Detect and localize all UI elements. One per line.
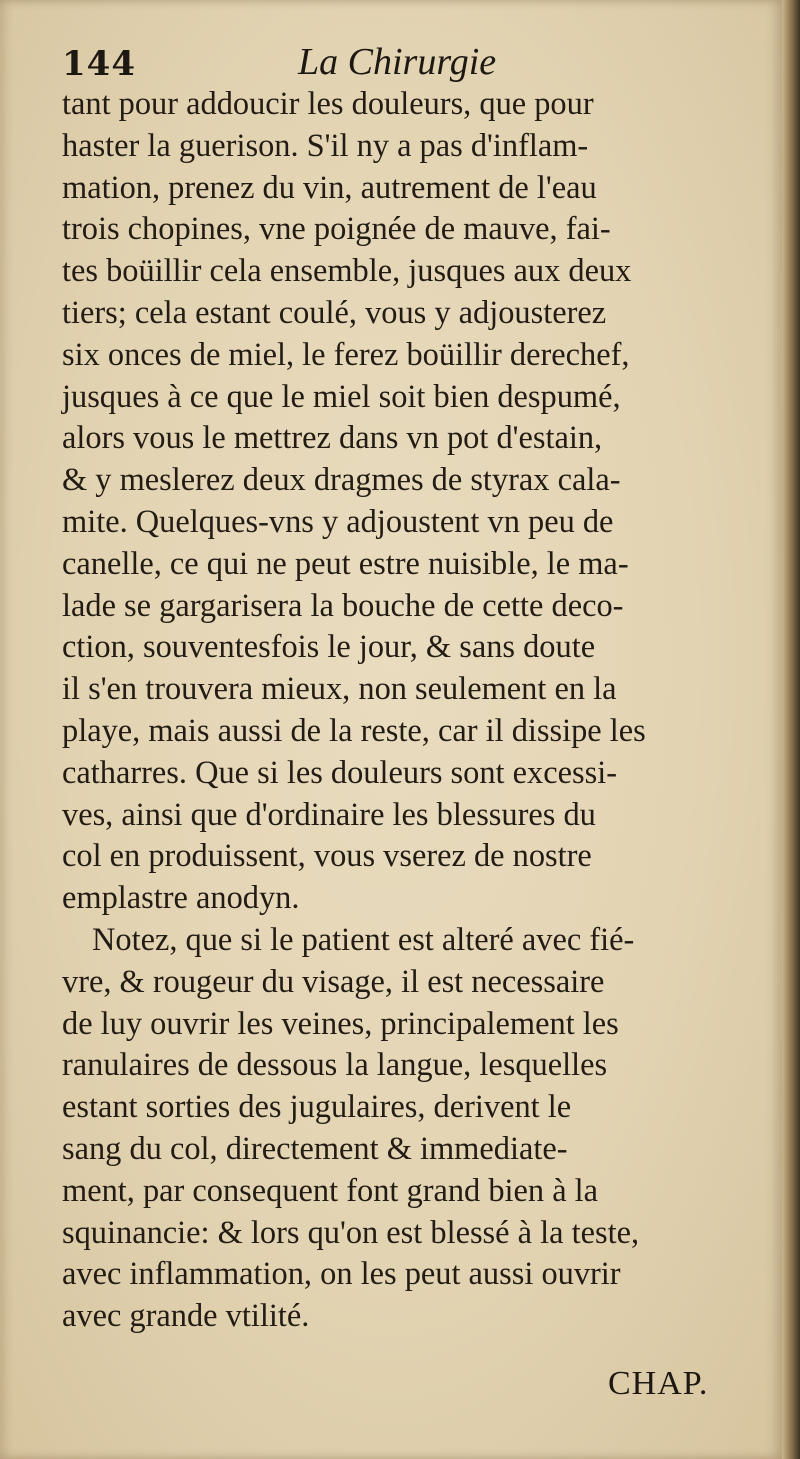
text-line: ction, souventesfois le jour, & sans doute: [62, 629, 596, 666]
page-number: 144: [62, 44, 136, 84]
text-line: jusques à ce que le miel soit bien despumé,: [62, 378, 621, 415]
text-line: trois chopines, vne poignée de mauve, fai-: [62, 211, 611, 248]
text-line: vre, & rougeur du visage, il est necessaire: [62, 963, 605, 1000]
text-line: estant sorties des jugulaires, derivent le: [62, 1089, 572, 1126]
text-line: avec grande vtilité.: [62, 1298, 310, 1335]
text-line: ranulaires de dessous la langue, lesquelles: [62, 1047, 608, 1084]
text-line: catharres. Que si les douleurs sont excessi-: [62, 754, 617, 791]
text-line: canelle, ce qui ne peut estre nuisible, le ma-: [62, 545, 629, 582]
text-line: squinancie: & lors qu'on est blessé à la teste,: [62, 1214, 640, 1251]
book-gutter-edge: [782, 0, 800, 1459]
text-line: tes boüillir cela ensemble, jusques aux deux: [62, 253, 632, 290]
text-line: six onces de miel, le ferez boüillir derechef,: [62, 336, 630, 373]
text-line: emplastre anodyn.: [62, 880, 300, 917]
text-line: lade se gargarisera la bouche de cette deco-: [62, 587, 624, 624]
catchword: CHAP.: [608, 1365, 709, 1402]
text-line: avec inflammation, on les peut aussi ouvrir: [62, 1256, 621, 1293]
text-line: il s'en trouvera mieux, non seulement en la: [62, 671, 617, 708]
text-line: mation, prenez du vin, autrement de l'eau: [62, 169, 597, 206]
text-line: col en produissent, vous vserez de nostre: [62, 838, 592, 875]
paragraph-start-line: Notez, que si le patient est alteré avec fié-: [92, 921, 635, 958]
running-title: La Chirurgie: [298, 41, 497, 83]
text-line: ves, ainsi que d'ordinaire les blessures du: [62, 796, 596, 833]
text-line: tiers; cela estant coulé, vous y adjousterez: [62, 294, 607, 331]
text-line: ment, par consequent font grand bien à la: [62, 1172, 599, 1209]
text-line: & y meslerez deux dragmes de styrax cala-: [62, 462, 621, 499]
text-line: haster la guerison. S'il ny a pas d'inflam-: [62, 127, 589, 164]
text-line: tant pour addoucir les douleurs, que pour: [62, 86, 594, 122]
text-line: mite. Quelques-vns y adjoustent vn peu de: [62, 503, 614, 540]
text-line: alors vous le mettrez dans vn pot d'estain,: [62, 420, 603, 457]
text-line: de luy ouvrir les veines, principalement les: [62, 1005, 619, 1042]
text-line: sang du col, directement & immediate-: [62, 1130, 568, 1167]
body-text: [62, 84, 762, 1338]
text-line: playe, mais aussi de la reste, car il dissipe les: [62, 712, 646, 749]
